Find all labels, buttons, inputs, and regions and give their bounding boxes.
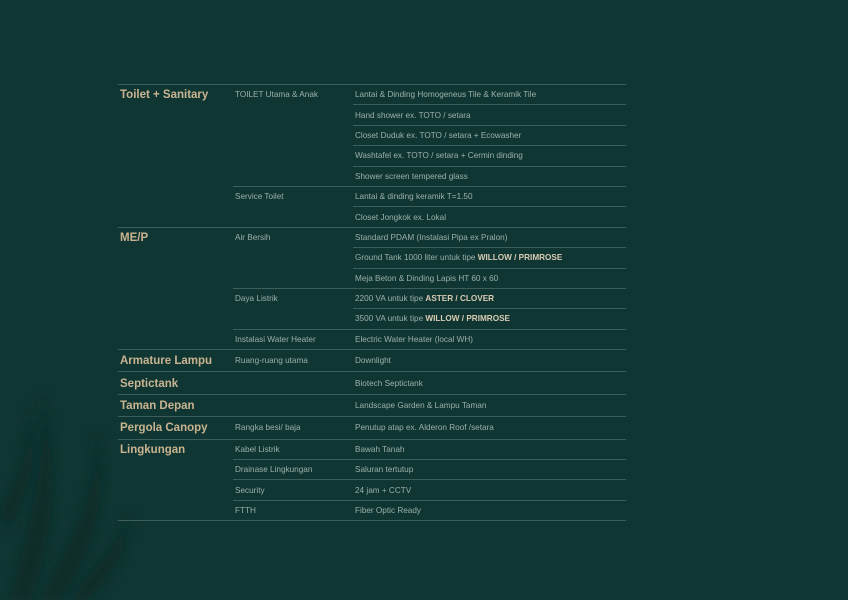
table-row xyxy=(118,167,626,187)
sub-category: Ruang-ruang utama xyxy=(235,356,308,366)
sub-category: TOILET Utama & Anak xyxy=(235,90,318,100)
spec-item-text: Lantai & Dinding Homogeneus Tile & Keramik Tile xyxy=(355,90,537,100)
section-title: Taman Depan xyxy=(120,400,195,413)
sub-category: Security xyxy=(235,485,265,495)
spec-item-text: Lantai & dinding keramik T=1.50 xyxy=(355,192,473,202)
table-row xyxy=(118,228,626,248)
table-row xyxy=(118,105,626,125)
spec-item xyxy=(355,356,391,365)
spec-item xyxy=(355,465,413,474)
spec-item xyxy=(355,401,486,410)
table-row xyxy=(118,460,626,480)
specification-table xyxy=(118,84,626,521)
table-row xyxy=(118,330,626,350)
sub-category: Air Bersih xyxy=(235,232,271,242)
table-row xyxy=(118,146,626,166)
spec-item-type: ASTER / CLOVER xyxy=(425,294,495,304)
spec-item xyxy=(355,172,468,181)
spec-item-type: WILLOW / PRIMROSE xyxy=(477,253,563,263)
spec-item-text: Penutup atap ex. Alderon Roof /setara xyxy=(355,423,494,433)
spec-item xyxy=(355,111,471,120)
spec-item xyxy=(355,253,562,262)
sub-category: Instalasi Water Heater xyxy=(235,334,316,344)
table-row xyxy=(118,501,626,521)
spec-item xyxy=(355,274,498,283)
spec-item-text: Landscape Garden & Lampu Taman xyxy=(355,401,487,411)
table-row xyxy=(118,395,626,417)
spec-item-type: WILLOW / PRIMROSE xyxy=(425,314,511,324)
table-row xyxy=(118,126,626,146)
sub-category: Daya Listrik xyxy=(235,294,278,304)
table-row xyxy=(118,187,626,207)
spec-item xyxy=(355,506,421,515)
spec-item-text: Ground Tank 1000 liter untuk tipe xyxy=(355,253,478,263)
table-row xyxy=(118,417,626,439)
table-row xyxy=(118,248,626,268)
spec-item xyxy=(355,335,473,344)
spec-item xyxy=(355,423,494,432)
spec-item xyxy=(355,294,494,303)
spec-item xyxy=(355,151,523,160)
table-row xyxy=(118,372,626,394)
sub-category: Service Toilet xyxy=(235,192,284,202)
spec-item-text: Closet Duduk ex. TOTO / setara + Ecowasher xyxy=(355,130,522,140)
spec-item-text: Downlight xyxy=(355,356,391,366)
table-row xyxy=(118,309,626,329)
spec-item xyxy=(355,90,536,99)
sub-category: Drainase Lingkungan xyxy=(235,465,313,475)
spec-item-text: Biotech Septictank xyxy=(355,378,423,388)
table-row xyxy=(118,269,626,289)
spec-item-text: Bawah Tanah xyxy=(355,444,405,454)
table-row xyxy=(118,289,626,309)
spec-item-text: 24 jam + CCTV xyxy=(355,485,412,495)
spec-item-text: Meja Beton & Dinding Lapis HT 60 x 60 xyxy=(355,273,499,283)
spec-item-text: Standard PDAM (Instalasi Pipa ex Pralon) xyxy=(355,232,508,242)
section-title: ME/P xyxy=(120,231,149,244)
section-title: Pergola Canopy xyxy=(120,422,208,435)
row-divider xyxy=(118,520,626,521)
spec-item-text: Electric Water Heater (local WH) xyxy=(355,334,473,344)
spec-item xyxy=(355,486,411,495)
spec-item-text: Shower screen tempered glass xyxy=(355,171,468,181)
sub-category: Rangka besi/ baja xyxy=(235,423,301,433)
sub-category: FTTH xyxy=(235,506,256,515)
section-title: Lingkungan xyxy=(120,443,186,456)
spec-item xyxy=(355,445,404,454)
spec-item xyxy=(355,314,510,323)
spec-item-text: 2200 VA untuk tipe xyxy=(355,294,426,304)
table-row xyxy=(118,480,626,500)
spec-item-text: Closet Jongkok ex. Lokal xyxy=(355,212,447,222)
spec-item-text: Fiber Optic Ready xyxy=(355,506,421,515)
table-row xyxy=(118,207,626,227)
spec-item xyxy=(355,233,507,242)
table-row xyxy=(118,85,626,105)
table-row xyxy=(118,440,626,460)
section-title: Toilet + Sanitary xyxy=(120,89,209,102)
spec-item-text: 3500 VA untuk tipe xyxy=(355,314,426,324)
table-row xyxy=(118,350,626,372)
section-title: Armature Lampu xyxy=(120,355,213,368)
spec-item xyxy=(355,213,446,222)
sub-category: Kabel Listrik xyxy=(235,444,280,454)
spec-item-text: Saluran tertutup xyxy=(355,465,414,475)
spec-item xyxy=(355,131,521,140)
spec-item-text: Hand shower ex. TOTO / setara xyxy=(355,110,471,120)
spec-item-text: Washtafel ex. TOTO / setara + Cermin dinding xyxy=(355,151,523,161)
section-title: Septictank xyxy=(120,377,179,390)
spec-item xyxy=(355,192,473,201)
spec-item xyxy=(355,379,423,388)
